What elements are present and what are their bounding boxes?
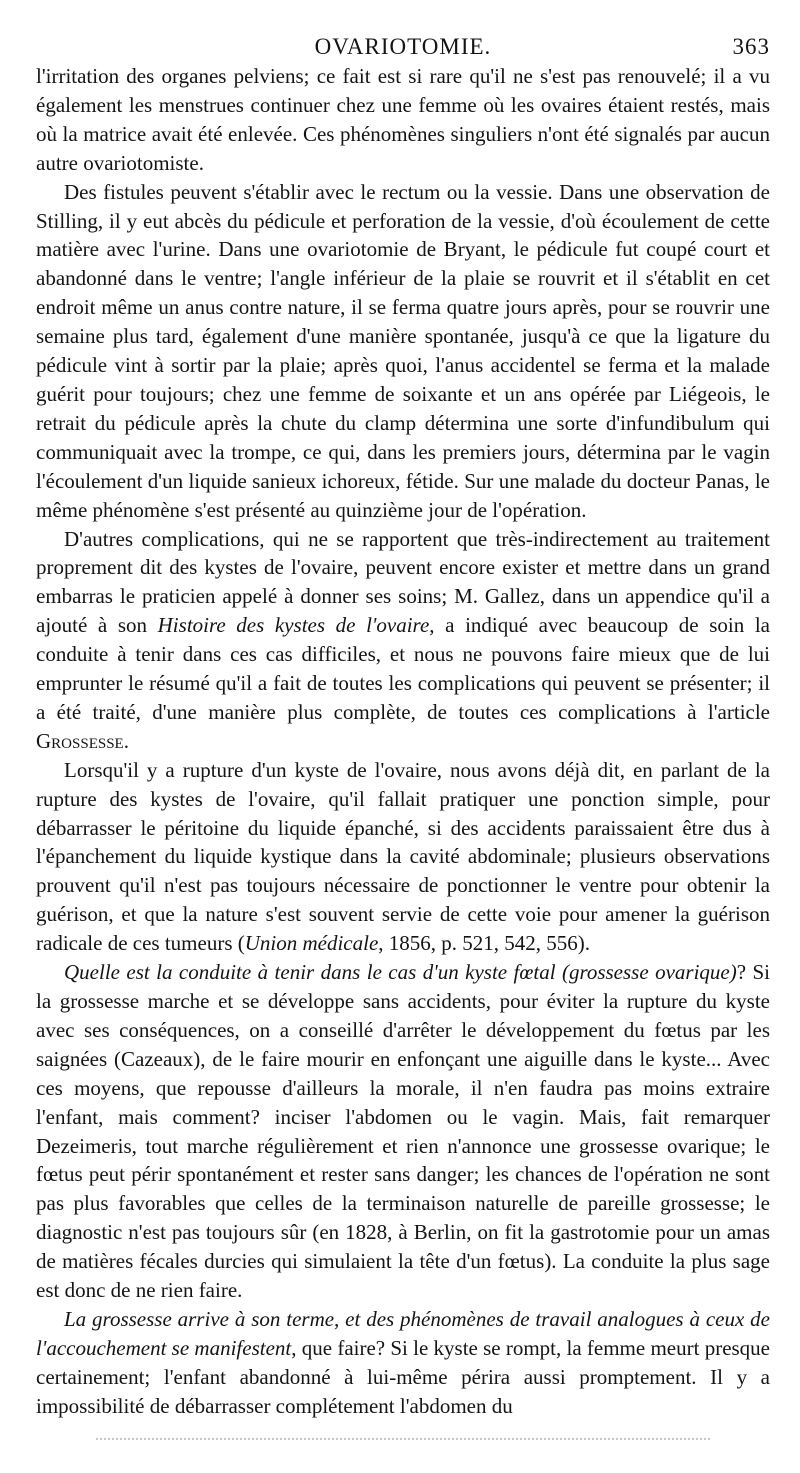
running-title: OVARIOTOMIE. bbox=[314, 34, 492, 59]
paragraph bbox=[36, 958, 770, 1305]
italic-text-run: Histoire des kystes de l'ovaire bbox=[157, 613, 430, 638]
document-page bbox=[36, 0, 770, 1473]
text-run: l'irritation des organes pelviens; ce fait est si rare qu'il ne s'est pas renouvelé; il a vu également les menstrues continuer chez une femme où les ovaires étaient restés, mais où la matrice avait été enlevée. Ces phénomènes singuliers n'ont été signalés par aucun autre ovariotomiste. bbox=[36, 64, 770, 175]
bottom-dotted-rule bbox=[96, 1438, 710, 1442]
italic-text-run: Union médicale bbox=[244, 931, 379, 956]
page-number: 363 bbox=[732, 34, 770, 59]
text-run: Lorsqu'il y a rupture d'un kyste de l'ovaire, nous avons déjà dit, en parlant de la rupture des kystes de l'ovaire, qu'il fallait pratiquer une ponction simple, pour débarrasser le péritoine du liquide épanché, si des accidents paraissaient être dus à l'épanchement du liquide kystique dans la cavité abdominale; plusieurs observations prouvent qu'il n'est pas toujours nécessaire de ponctionner le ventre pour obtenir la guérison, et que la nature s'est souvent servie de cette voie pour amener la guérison radicale de ces tumeurs ( bbox=[36, 757, 770, 956]
paragraph bbox=[36, 178, 770, 525]
paragraph bbox=[36, 756, 770, 958]
text-run: Des fistules peuvent s'établir avec le rectum ou la vessie. Dans une observation de Stilling, il y eut abcès du pédicule et perforation de la vessie, d'où écoulement de cette matière avec l'urine. Dans une ovariotomie de Bryant, le pédicule fut coupé court et abandonné dans le ventre; l'angle inférieur de la plaie se rouvrit et il s'établit en cet endroit même un anus contre nature, il se ferma quatre jours après, pour se rouvrir une semaine plus tard, également d'une manière spontanée, jusqu'à ce que la ligature du pédicule vint à sortir par la plaie; après quoi, l'anus accidentel se ferma et la malade guérit pour toujours; chez une femme de soixante et un ans opérée par Liégeois, le retrait du pédicule après la chute du clamp détermina une sorte d'infundibulum qui communiquait avec la trompe, ce qui, dans les premiers jours, détermina par le vagin l'écoulement d'un liquide sanieux ichoreux, fétide. Sur une malade du docteur Panas, le même phénomène s'est présenté au quinzième jour de l'opération. bbox=[36, 179, 770, 522]
paragraph bbox=[36, 62, 770, 178]
smallcaps-text-run: Grossesse bbox=[36, 728, 124, 753]
text-run: D'autres complications, qui ne se rapportent que très-indirectement au traitement proprement dit des kystes de l'ovaire, peuvent encore exister et mettre dans un grand embarras le praticien appelé à donner ses soins; M. Gallez, dans un appendice qu'il a ajouté à son bbox=[36, 526, 770, 638]
text-run: , que faire? Si le kyste se rompt, la femme meurt presque certainement; l'enfant abandonné à lui-même périra aussi promptement. Il y a impossibilité de débarrasser complétement l'abdomen du bbox=[36, 1335, 771, 1418]
text-run: , a indiqué avec beaucoup de soin la conduite à tenir dans ces cas difficiles, et nous ne pouvons faire mieux que de lui emprunter le résumé qu'il a fait de toutes les complications qui peuvent se présenter; il a été traité, d'une manière plus complète, de toutes ces complications à l'article bbox=[36, 613, 770, 724]
text-run: ? Si la grossesse marche et se développe sans accidents, pour éviter la rupture du kyste avec ses conséquences, on a conseillé d'arrêter le développement du fœtus par les saignées (Cazeaux), de le faire mourir en enfonçant une aiguille dans le kyste... Avec ces moyens, que repousse d'ailleurs la morale, il n'en faudra pas moins extraire l'enfant, mais comment? inciser l'abdomen ou le vagin. Mais, fait remarquer Dezeimeris, tout marche régulièrement et rien n'annonce une grossesse ovarique; le fœtus peut périr spontanément et rester sans danger; les chances de l'opération ne sont pas plus favorables que celles de la terminaison naturelle de pareille grossesse; le diagnostic n'est pas toujours sûr (en 1828, à Berlin, on fit la gastrotomie pour un amas de matières fécales durcies qui simulaient la tête d'un fœtus). La conduite la plus sage est donc de ne rien faire. bbox=[36, 960, 770, 1303]
page-header bbox=[36, 0, 770, 62]
italic-text-run: Quelle est la conduite à tenir dans le cas d'un kyste fœtal (grossesse ovarique) bbox=[64, 960, 737, 985]
text-run: . bbox=[123, 728, 129, 753]
paragraph bbox=[36, 525, 770, 756]
italic-text-run: La grossesse arrive à son terme, et des phénomènes de travail analogues à ceux de l'accouchement se manifestent bbox=[36, 1306, 770, 1360]
body-text bbox=[36, 62, 770, 1421]
text-run: , 1856, p. 521, 542, 556). bbox=[378, 931, 591, 956]
paragraph bbox=[36, 1305, 770, 1421]
